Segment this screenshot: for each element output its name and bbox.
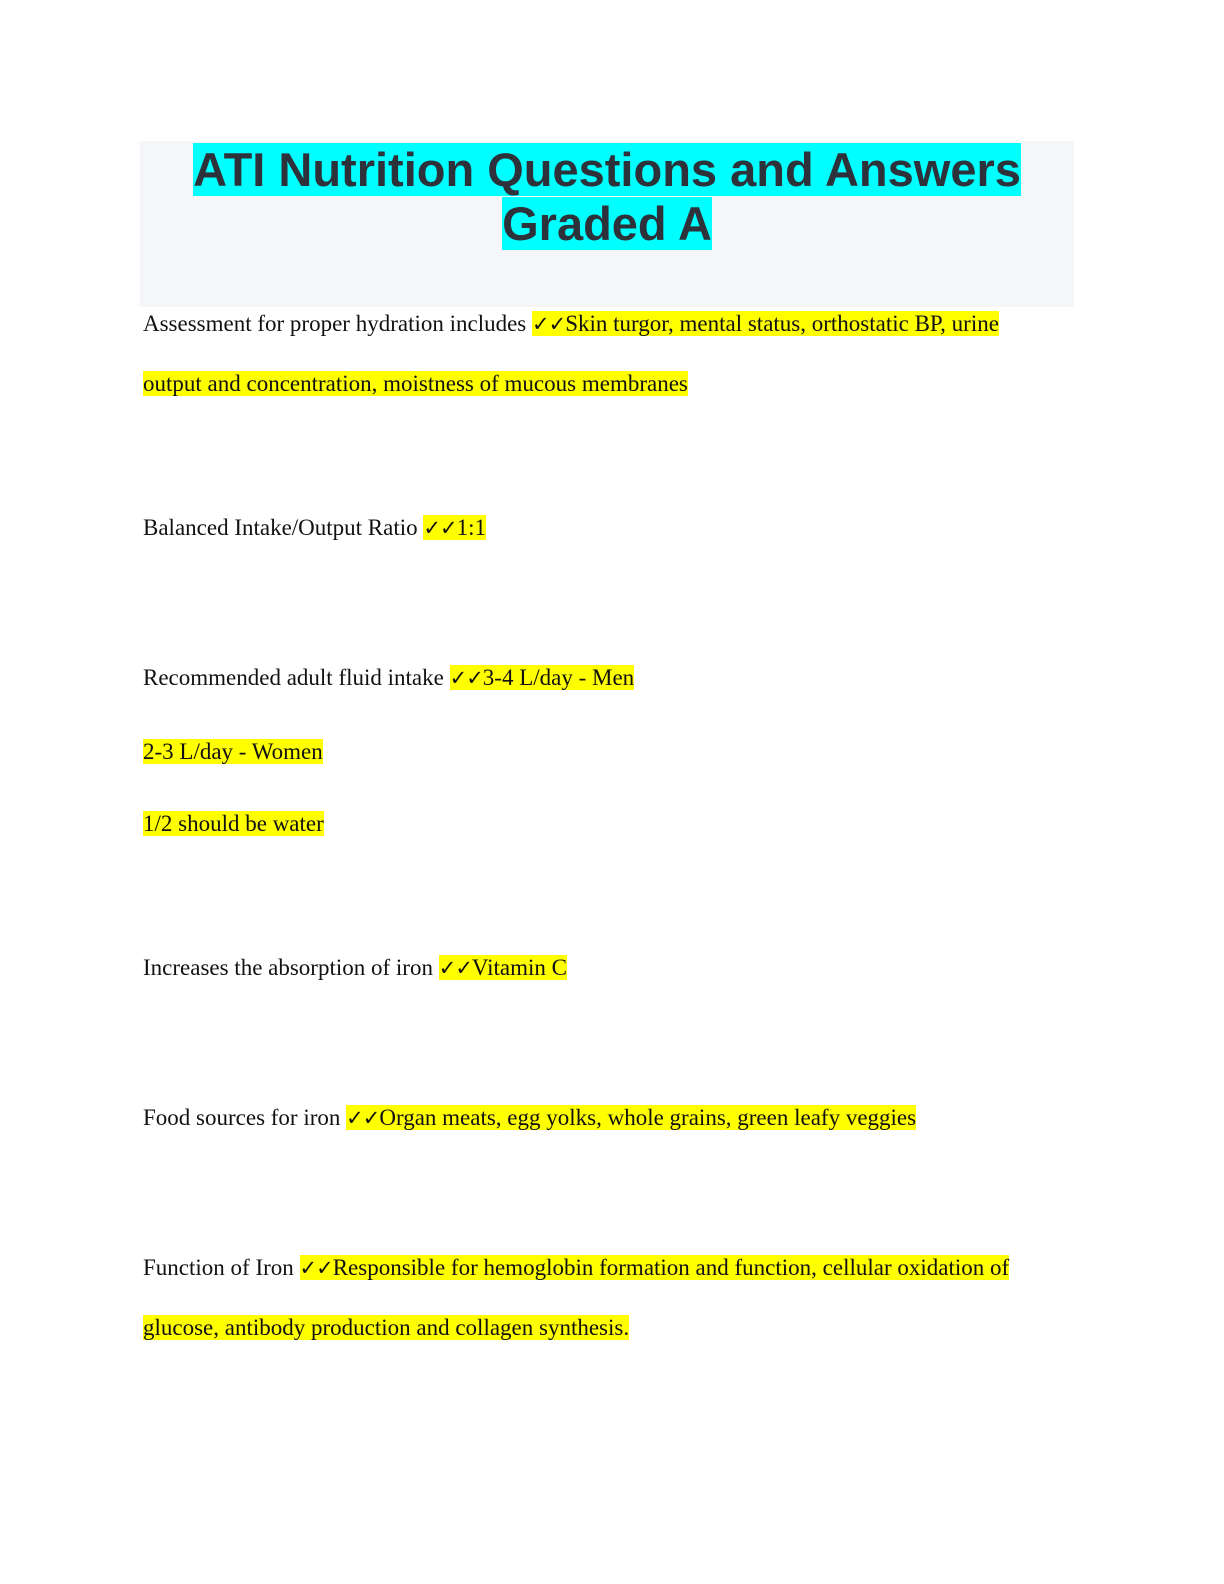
- answer-text: 1/2 should be water: [143, 811, 324, 836]
- qa-item-iron-sources: [143, 1088, 1063, 1148]
- double-check-icon: ✓✓: [423, 516, 457, 540]
- qa-item-iron-function: [143, 1238, 1063, 1357]
- answer-text: Organ meats, egg yolks, whole grains, green leafy veggies: [379, 1105, 917, 1130]
- answer-highlight: [423, 515, 486, 540]
- answer-text: Vitamin C: [471, 955, 568, 980]
- question-text: Balanced Intake/Output Ratio: [143, 515, 418, 540]
- question-text: Food sources for iron: [143, 1105, 341, 1130]
- answer-text: Responsible for hemoglobin formation and function, cellular oxidation of glucose, antibody production and collagen synthesis.: [143, 1255, 1010, 1340]
- answer-text: 2-3 L/day - Women: [143, 739, 323, 764]
- answer-highlight: [450, 665, 635, 690]
- title-banner: [140, 141, 1074, 307]
- double-check-icon: ✓✓: [299, 1256, 333, 1280]
- title-line-1: ATI Nutrition Questions and Answers: [193, 143, 1021, 196]
- question-text: Assessment for proper hydration includes: [143, 311, 527, 336]
- answer-text: 1:1: [456, 515, 486, 540]
- answer-highlight: [346, 1105, 916, 1130]
- answer-text: 3-4 L/day - Men: [482, 665, 635, 690]
- question-text: Recommended adult fluid intake: [143, 665, 444, 690]
- answer-continuation-water: [143, 809, 324, 839]
- double-check-icon: ✓✓: [346, 1106, 380, 1130]
- answer-highlight: [439, 955, 567, 980]
- double-check-icon: ✓✓: [532, 312, 566, 336]
- answer-continuation-women: [143, 737, 323, 767]
- page-title: [140, 141, 1074, 251]
- double-check-icon: ✓✓: [438, 956, 472, 980]
- question-text: Function of Iron: [143, 1255, 294, 1280]
- answer-text: Skin turgor, mental status, orthostatic BP, urine output and concentration, moistness of mucous membranes: [143, 311, 999, 396]
- qa-item-iron-absorption: [143, 938, 1063, 998]
- double-check-icon: ✓✓: [449, 666, 483, 690]
- qa-item-intake-output: [143, 498, 1063, 558]
- qa-item-fluid-intake: [143, 648, 1063, 708]
- qa-item-hydration: [143, 294, 1063, 413]
- question-text: Increases the absorption of iron: [143, 955, 433, 980]
- title-line-2: Graded A: [502, 197, 712, 250]
